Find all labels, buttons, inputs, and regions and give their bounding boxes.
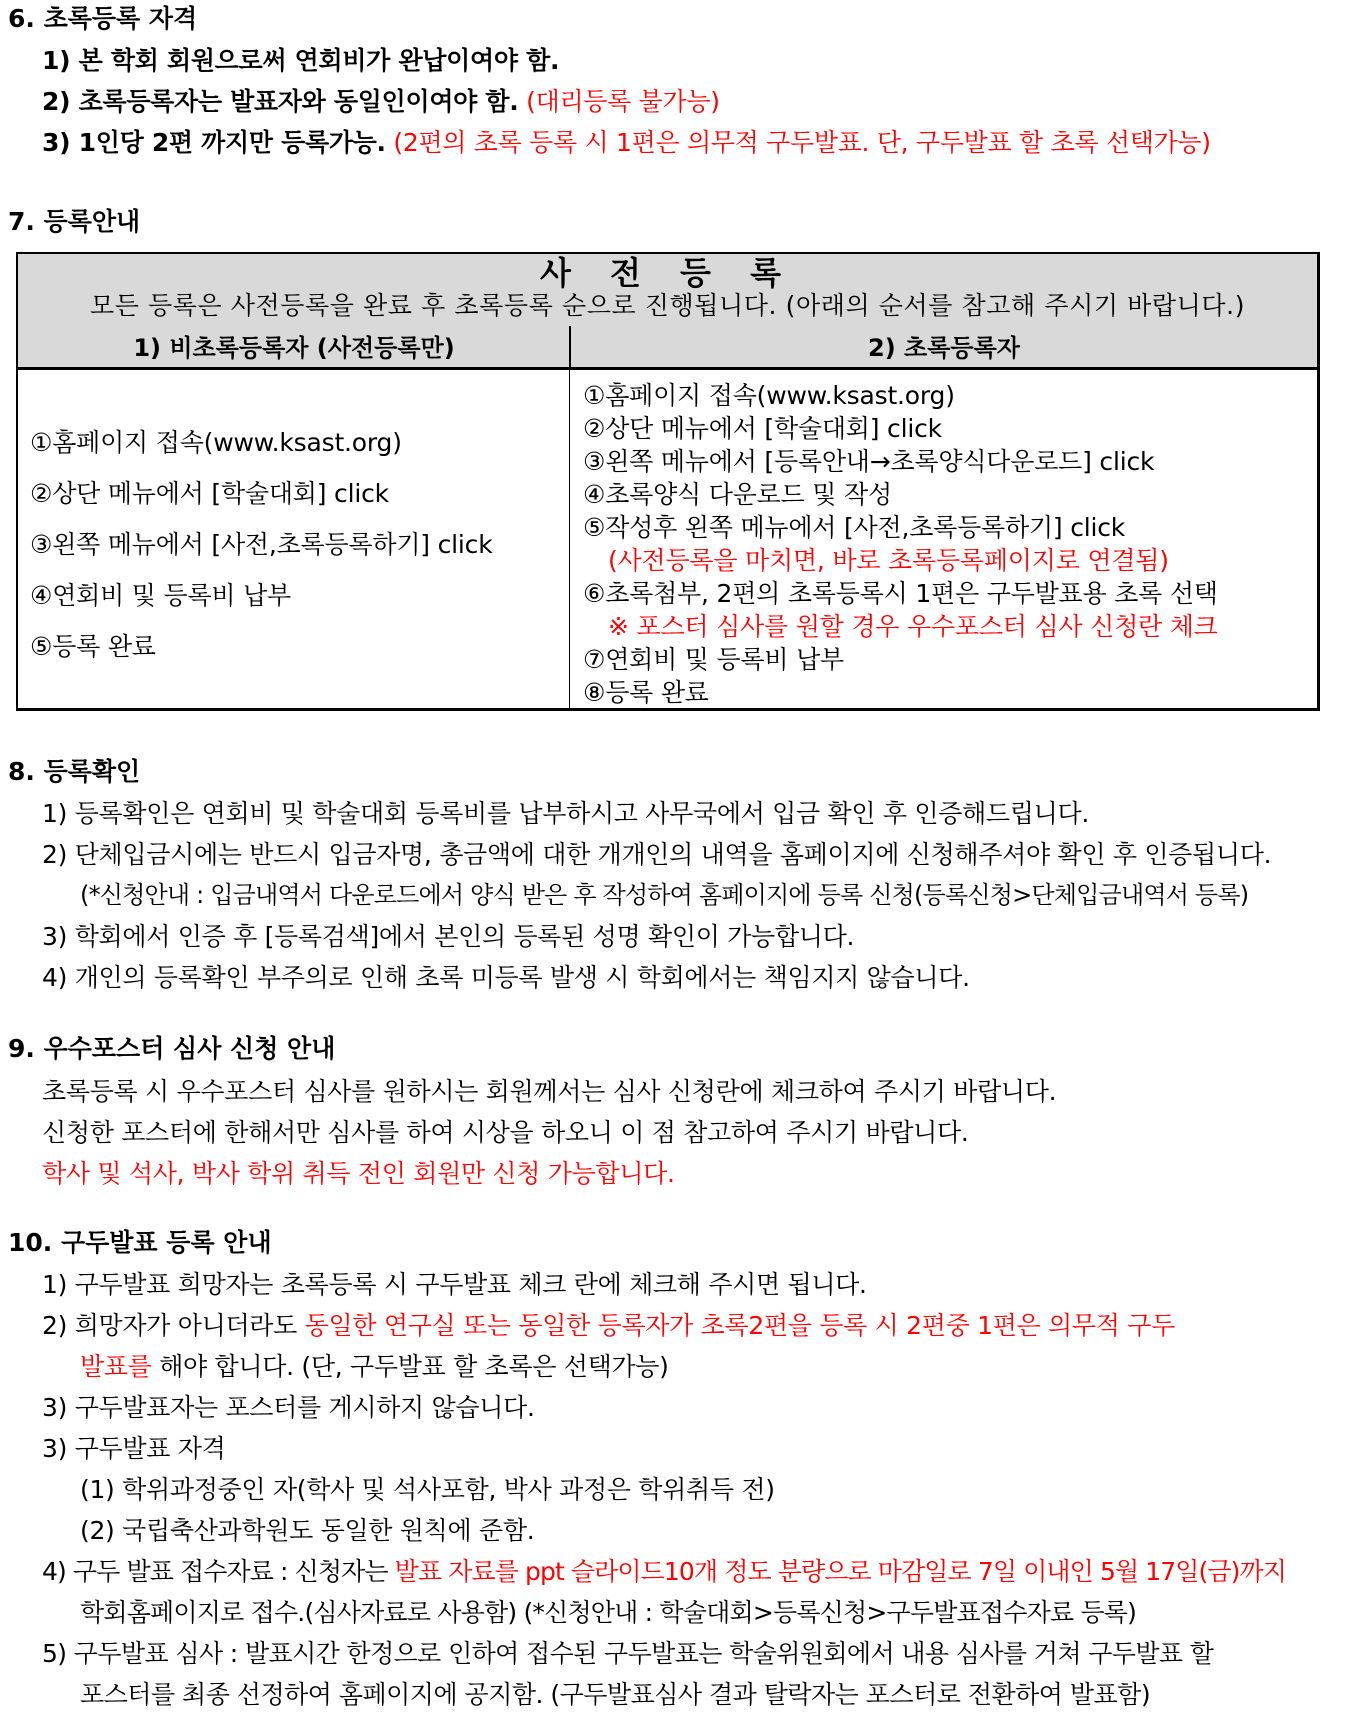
s10-item2 [42, 1311, 1175, 1341]
s8-item2: 2) 단체입금시에는 반드시 입금자명, 총금액에 대한 개개인의 내역을 홈페이지에 신청해주셔야 확인 후 인증됩니다. [42, 840, 1272, 869]
col2-step-note: (사전등록을 마치면, 바로 초록등록페이지로 연결됨) [608, 546, 1169, 575]
registration-table [16, 252, 1320, 711]
s6-item3-note: (2편의 초록 등록 시 1편은 의무적 구두발표. 단, 구두발표 할 초록 선택가능) [393, 128, 1211, 157]
s10-item4-cont: 학회홈페이지로 접수.(심사자료로 사용함) (*신청안내 : 학술대회>등록신청>구두발표접수자료 등록) [80, 1598, 1137, 1627]
s10-item5-cont: 포스터를 최종 선정하여 홈페이지에 공지함. (구두발표심사 결과 탈락자는 포스터로 전환하여 발표함) [80, 1680, 1151, 1709]
col2-step-note: ※ 포스터 심사를 원할 경우 우수포스터 심사 신청란 체크 [608, 612, 1218, 641]
col2-step: ④초록양식 다운로드 및 작성 [583, 480, 892, 509]
col2-step: ①홈페이지 접속(www.ksast.org) [583, 381, 955, 410]
section-8-heading: 8. 등록확인 [8, 757, 141, 786]
s9-line2: 신청한 포스터에 한해서만 심사를 하여 시상을 하오니 이 점 참고하여 주시기 바랍니다. [42, 1118, 969, 1147]
col1-step: ④연회비 및 등록비 납부 [30, 581, 292, 610]
s10-item2-lead: 2) 희망자가 아니더라도 [42, 1311, 305, 1340]
table-header [18, 254, 1317, 327]
s10-item3b: 3) 구두발표 자격 [42, 1434, 226, 1463]
section-7-heading: 7. 등록안내 [8, 207, 141, 236]
col1-step: ③왼쪽 메뉴에서 [사전,초록등록하기] click [30, 530, 493, 559]
col2-step: ⑤작성후 왼쪽 메뉴에서 [사전,초록등록하기] click [583, 513, 1126, 542]
s6-item3 [42, 128, 1211, 158]
col2-step: ⑥초록첨부, 2편의 초록등록시 1편은 구두발표용 초록 선택 [583, 579, 1218, 608]
table-title: 사 전 등 록 [539, 254, 796, 292]
col1-step: ②상단 메뉴에서 [학술대회] click [30, 479, 389, 508]
s6-item2-text: 2) 초록등록자는 발표자와 동일인이여야 함. [42, 87, 519, 116]
s10-item2-cont [80, 1352, 669, 1382]
s8-item4: 4) 개인의 등록확인 부주의로 인해 초록 미등록 발생 시 학회에서는 책임지지 않습니다. [42, 963, 970, 992]
section-9-heading: 9. 우수포스터 심사 신청 안내 [8, 1034, 336, 1063]
s9-line3: 학사 및 석사, 박사 학위 취득 전인 회원만 신청 가능합니다. [42, 1159, 675, 1188]
col2-step: ②상단 메뉴에서 [학술대회] click [583, 414, 942, 443]
s10-item2-highlight2: 발표를 [80, 1352, 152, 1381]
s9-line1: 초록등록 시 우수포스터 심사를 원하시는 회원께서는 심사 신청란에 체크하여 주시기 바랍니다. [42, 1077, 1057, 1106]
column-header-non-abstract: 1) 비초록등록자 (사전등록만) [18, 326, 570, 370]
col2-step: ⑦연회비 및 등록비 납부 [583, 645, 845, 674]
s10-item2-highlight: 동일한 연구실 또는 동일한 등록자가 초록2편을 등록 시 2편중 1편은 의무적 구두 [304, 1311, 1175, 1340]
col2-step: ③왼쪽 메뉴에서 [등록안내→초록양식다운로드] click [583, 447, 1155, 476]
s6-item3-text: 3) 1인당 2편 까지만 등록가능. [42, 128, 386, 157]
s10-item4-lead: 4) 구두 발표 접수자료 : 신청자는 [42, 1557, 395, 1586]
s10-item2-tail: 해야 합니다. (단, 구두발표 할 초록은 선택가능) [151, 1352, 669, 1381]
col1-step: ⑤등록 완료 [30, 632, 156, 661]
s10-item3b-1: (1) 학위과정중인 자(학사 및 석사포함, 박사 과정은 학위취득 전) [80, 1475, 775, 1504]
section-6-heading: 6. 초록등록 자격 [8, 4, 198, 33]
col1-step: ①홈페이지 접속(www.ksast.org) [30, 428, 402, 457]
s10-item4-highlight: 발표 자료를 ppt 슬라이드10개 정도 분량으로 마감일로 7일 이내인 5월 17일(금)까지 [394, 1557, 1286, 1586]
s6-item1: 1) 본 학회 회원으로써 연회비가 완납이여야 함. [42, 46, 560, 75]
section-10-heading: 10. 구두발표 등록 안내 [8, 1228, 272, 1257]
s10-item5: 5) 구두발표 심사 : 발표시간 한정으로 인하여 접수된 구두발표는 학술위원회에서 내용 심사를 거쳐 구두발표 할 [42, 1639, 1214, 1668]
s8-item2-note: (*신청안내 : 입금내역서 다운로드에서 양식 받은 후 작성하여 홈페이지에 등록 신청(등록신청>단체입금내역서 등록) [80, 881, 1249, 909]
s10-item4 [42, 1557, 1286, 1587]
column-header-abstract: 2) 초록등록자 [570, 326, 1317, 370]
s8-item3: 3) 학회에서 인증 후 [등록검색]에서 본인의 등록된 성명 확인이 가능합니다. [42, 922, 855, 951]
s10-item1: 1) 구두발표 희망자는 초록등록 시 구두발표 체크 란에 체크해 주시면 됩니다. [42, 1270, 867, 1299]
column-divider [569, 326, 570, 709]
table-subtitle: 모든 등록은 사전등록을 완료 후 초록등록 순으로 진행됩니다. (아래의 순서를 참고해 주시기 바랍니다.) [89, 291, 1246, 320]
s6-item2-note: (대리등록 불가능) [526, 87, 720, 116]
s10-item3b-2: (2) 국립축산과학원도 동일한 원칙에 준함. [80, 1516, 535, 1545]
col2-step: ⑧등록 완료 [583, 678, 709, 707]
s6-item2 [42, 87, 720, 117]
s8-item1: 1) 등록확인은 연회비 및 학술대회 등록비를 납부하시고 사무국에서 입금 확인 후 인증해드립니다. [42, 799, 1089, 828]
s10-item3: 3) 구두발표자는 포스터를 게시하지 않습니다. [42, 1393, 535, 1422]
